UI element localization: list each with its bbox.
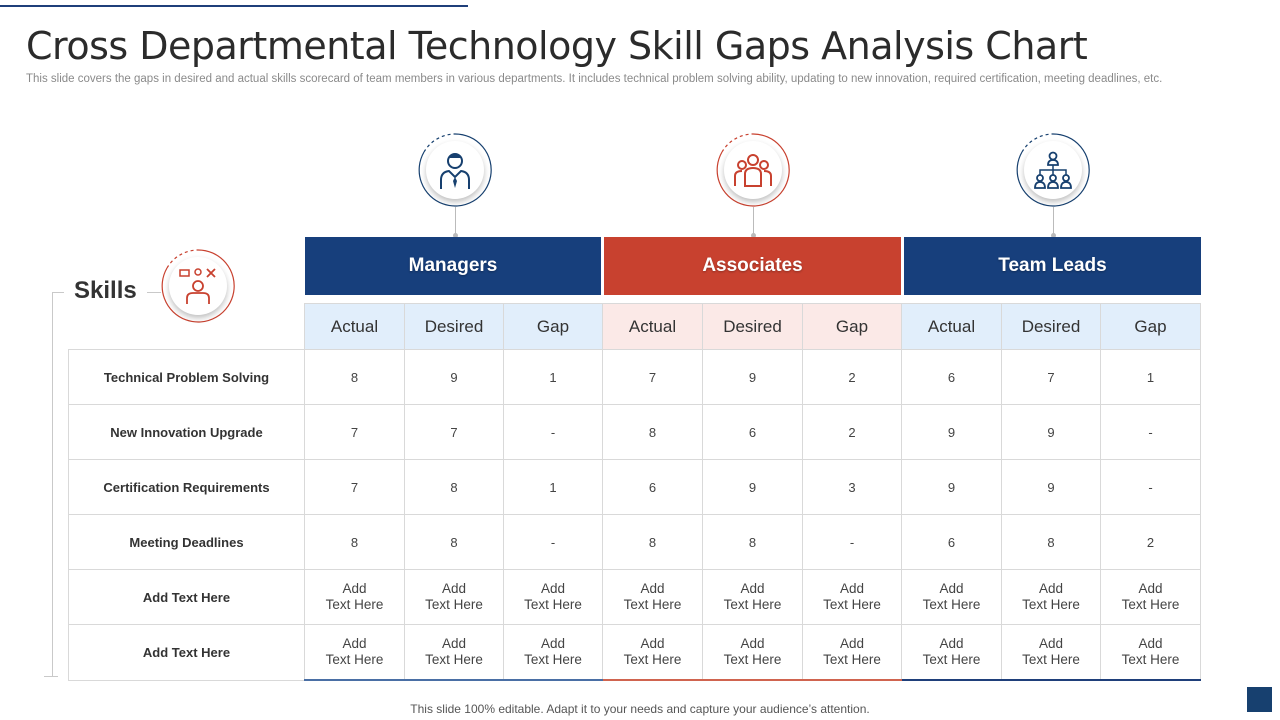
value-cell: 8 [305,515,405,570]
skill-name-cell: Technical Problem Solving [69,350,305,405]
associates-connector [753,207,754,235]
skill-name-cell: Meeting Deadlines [69,515,305,570]
skills-bracket-bottom [44,676,58,677]
value-cell: 7 [405,405,504,460]
value-cell: 7 [305,460,405,515]
value-cell: 8 [703,515,803,570]
team-leads-desired-header: Desired [1002,304,1101,350]
value-cell: Add Text Here [504,625,603,681]
skills-person-icon [178,267,218,305]
value-cell: - [803,515,902,570]
value-cell: Add Text Here [1002,570,1101,625]
value-cell: 9 [703,460,803,515]
value-cell: 6 [902,515,1002,570]
skills-table [68,303,1201,681]
skills-label: Skills [74,277,137,304]
team-leads-actual-header: Actual [902,304,1002,350]
value-cell: 8 [603,515,703,570]
managers-header: Managers [305,237,601,295]
associates-actual-header: Actual [603,304,703,350]
value-cell: Add Text Here [1101,570,1201,625]
associates-icon-badge [716,133,790,207]
value-cell: 8 [603,405,703,460]
value-cell: 7 [603,350,703,405]
value-cell: Add Text Here [603,570,703,625]
value-cell: 7 [1002,350,1101,405]
value-cell: 1 [1101,350,1201,405]
value-cell: - [504,515,603,570]
team-leads-gap-header: Gap [1101,304,1201,350]
value-cell: 3 [803,460,902,515]
value-cell: 9 [902,460,1002,515]
value-cell: Add Text Here [405,570,504,625]
value-cell: - [1101,405,1201,460]
managers-actual-header: Actual [305,304,405,350]
table-row [69,625,1201,681]
managers-connector [455,207,456,235]
managers-desired-header: Desired [405,304,504,350]
value-cell: 9 [1002,460,1101,515]
value-cell: Add Text Here [603,625,703,681]
skill-name-cell: Certification Requirements [69,460,305,515]
column-header-row [69,304,1201,350]
team-leads-header: Team Leads [904,237,1201,295]
value-cell: Add Text Here [803,625,902,681]
top-accent-line [0,5,468,7]
value-cell: 2 [803,405,902,460]
value-cell: Add Text Here [1101,625,1201,681]
page-subtitle: This slide covers the gaps in desired and actual skills scorecard of team members in various departments. It includes technical problem solving ability, updating to new innovation, required certification, meeting deadlines, etc. [26,73,1163,85]
header-blank [69,304,305,350]
value-cell: 7 [305,405,405,460]
team-leads-connector [1053,207,1054,235]
associates-gap-header: Gap [803,304,902,350]
value-cell: - [1101,460,1201,515]
skills-dash [147,292,161,293]
corner-accent-box [1247,687,1272,712]
skills-bracket-top [52,292,64,293]
value-cell: Add Text Here [504,570,603,625]
value-cell: Add Text Here [902,625,1002,681]
associates-header: Associates [604,237,901,295]
footer-note: This slide 100% editable. Adapt it to your needs and capture your audience’s attention. [410,702,870,716]
value-cell: 2 [803,350,902,405]
skills-bracket-line [52,292,53,676]
value-cell: 6 [902,350,1002,405]
value-cell: 8 [1002,515,1101,570]
org-chart-icon [1033,151,1073,189]
value-cell: Add Text Here [405,625,504,681]
value-cell: Add Text Here [703,625,803,681]
skill-name-cell: Add Text Here [69,570,305,625]
value-cell: 8 [305,350,405,405]
value-cell: 9 [902,405,1002,460]
table-row [69,350,1201,405]
managers-icon-badge [418,133,492,207]
team-group-icon [733,152,773,188]
value-cell: Add Text Here [305,570,405,625]
skill-name-cell: New Innovation Upgrade [69,405,305,460]
team-leads-icon-badge [1016,133,1090,207]
table-row [69,515,1201,570]
value-cell: 9 [703,350,803,405]
value-cell: 6 [603,460,703,515]
table-row [69,570,1201,625]
skill-name-cell: Add Text Here [69,625,305,681]
value-cell: 8 [405,460,504,515]
table-row [69,460,1201,515]
value-cell: Add Text Here [305,625,405,681]
value-cell: 6 [703,405,803,460]
value-cell: - [504,405,603,460]
managers-gap-header: Gap [504,304,603,350]
value-cell: 8 [405,515,504,570]
value-cell: Add Text Here [902,570,1002,625]
value-cell: Add Text Here [1002,625,1101,681]
value-cell: Add Text Here [803,570,902,625]
value-cell: 1 [504,350,603,405]
value-cell: 1 [504,460,603,515]
value-cell: 2 [1101,515,1201,570]
table-row [69,405,1201,460]
value-cell: Add Text Here [703,570,803,625]
value-cell: 9 [405,350,504,405]
associates-desired-header: Desired [703,304,803,350]
page-title: Cross Departmental Technology Skill Gaps Analysis Chart [26,24,1088,68]
manager-person-icon [438,150,472,190]
value-cell: 9 [1002,405,1101,460]
